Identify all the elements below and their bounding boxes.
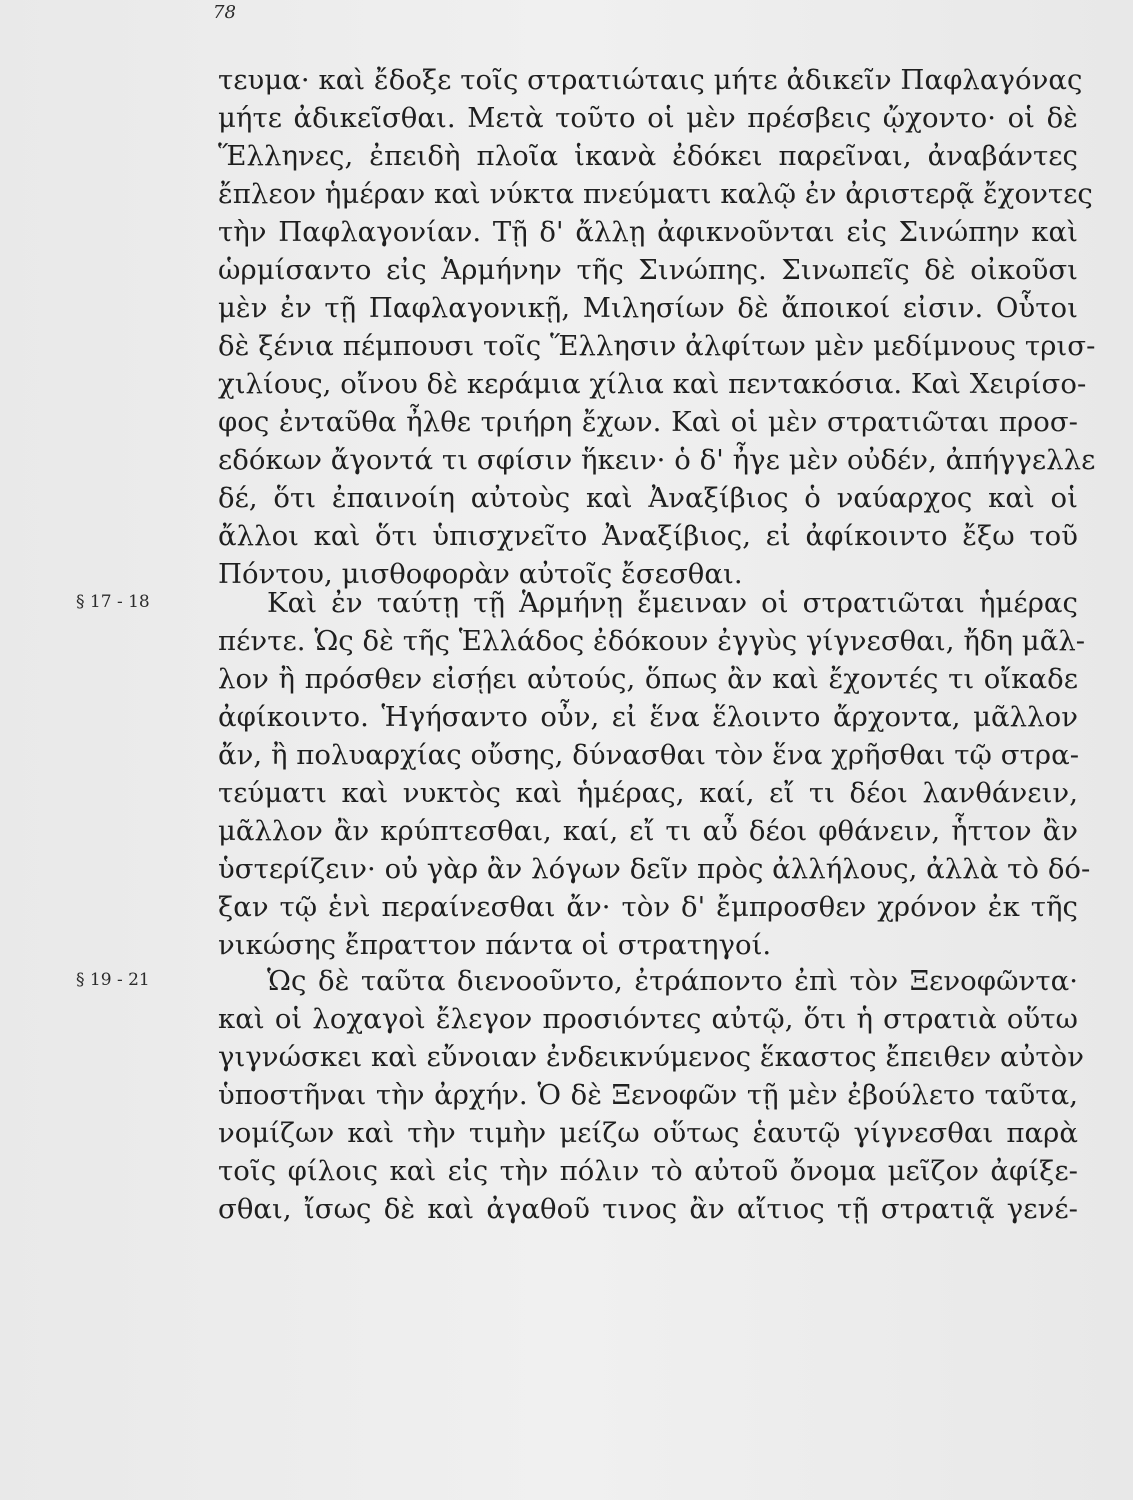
text-line: πέντε. Ὡς δὲ τῆς Ἑλλάδος ἐδόκουν ἐγγὺς γίγνεσθαι, ἤδη μᾶλ- <box>218 625 1086 657</box>
text-line: μήτε ἀδικεῖσθαι. Μετὰ τοῦτο οἱ μὲν πρέσβεις ᾤχοντο· οἱ δὲ <box>218 102 1078 134</box>
text-line: δὲ ξένια πέμπουσι τοῖς Ἕλλησιν ἀλφίτων μὲν μεδίμνους τρισ- <box>218 330 1096 362</box>
text-line: Ὡς δὲ ταῦτα διενοοῦντο, ἐτράποντο ἐπὶ τὸν Ξενοφῶντα· <box>267 965 1078 997</box>
text-line: ὑποστῆναι τὴν ἀρχήν. Ὁ δὲ Ξενοφῶν τῇ μὲν ἐβούλετο ταῦτα, <box>218 1079 1078 1111</box>
text-line: ἔπλεον ἡμέραν καὶ νύκτα πνεύματι καλῷ ἐν ἀριστερᾷ ἔχοντες <box>218 178 1093 210</box>
text-line: ἄν, ἢ πολυαρχίας οὔσης, δύνασθαι τὸν ἕνα χρῆσθαι τῷ στρα- <box>218 739 1080 771</box>
text-line: Καὶ ἐν ταύτῃ τῇ Ἁρμήνῃ ἔμειναν οἱ στρατιῶται ἡμέρας <box>267 587 1078 619</box>
text-line: ὡρμίσαντο εἰς Ἁρμήνην τῆς Σινώπης. Σινωπεῖς δὲ οἰκοῦσι <box>218 254 1078 286</box>
text-line: τευμα· καὶ ἔδοξε τοῖς στρατιώταις μήτε ἀδικεῖν Παφλαγόνας <box>218 64 1083 96</box>
text-line: Πόντου, μισθοφορὰν αὐτοῖς ἔσεσθαι. <box>218 558 743 590</box>
margin-section-ref: § 19 - 21 <box>76 970 150 990</box>
text-line: λον ἢ πρόσθεν εἰσῄει αὐτούς, ὅπως ἂν καὶ ἔχοντές τι οἴκαδε <box>218 663 1078 695</box>
text-line: ὑστερίζειν· οὐ γὰρ ἂν λόγων δεῖν πρὸς ἀλλήλους, ἀλλὰ τὸ δό- <box>218 853 1091 885</box>
text-line: φος ἐνταῦθα ἦλθε τριήρη ἔχων. Καὶ οἱ μὲν στρατιῶται προσ- <box>218 406 1078 438</box>
text-line: τεύματι καὶ νυκτὸς καὶ ἡμέρας, καί, εἴ τι δέοι λανθάνειν, <box>218 777 1078 809</box>
text-line: χιλίους, οἴνου δὲ κεράμια χίλια καὶ πεντακόσια. Καὶ Χειρίσο- <box>218 368 1087 400</box>
text-line: Ἕλληνες, ἐπειδὴ πλοῖα ἱκανὰ ἐδόκει παρεῖναι, ἀναβάντες <box>218 140 1078 172</box>
text-line: τοῖς φίλοις καὶ εἰς τὴν πόλιν τὸ αὐτοῦ ὄνομα μεῖζον ἀφίξε- <box>218 1155 1078 1187</box>
text-line: εδόκων ἄγοντά τι σφίσιν ἥκειν· ὁ δ' ἦγε μὲν οὐδέν, ἀπήγγελλε <box>218 444 1096 476</box>
text-line: νικώσης ἔπραττον πάντα οἱ στρατηγοί. <box>218 929 772 961</box>
text-line: ἄλλοι καὶ ὅτι ὑπισχνεῖτο Ἀναξίβιος, εἰ ἀφίκοιντο ἔξω τοῦ <box>218 520 1078 552</box>
text-line: δέ, ὅτι ἐπαινοίη αὐτοὺς καὶ Ἀναξίβιος ὁ ναύαρχος καὶ οἱ <box>218 482 1078 514</box>
text-line: νομίζων καὶ τὴν τιμὴν μείζω οὕτως ἑαυτῷ γίγνεσθαι παρὰ <box>218 1117 1078 1149</box>
page-number: 78 <box>213 2 236 23</box>
text-line: σθαι, ἴσως δὲ καὶ ἀγαθοῦ τινος ἂν αἴτιος τῇ στρατιᾷ γενέ- <box>218 1193 1078 1225</box>
margin-section-ref: § 17 - 18 <box>76 592 150 612</box>
text-line: ξαν τῷ ἑνὶ περαίνεσθαι ἄν· τὸν δ' ἔμπροσθεν χρόνον ἐκ τῆς <box>218 891 1078 923</box>
text-line: μᾶλλον ἂν κρύπτεσθαι, καί, εἴ τι αὖ δέοι φθάνειν, ἧττον ἂν <box>218 815 1078 847</box>
text-line: ἀφίκοιντο. Ἡγήσαντο οὖν, εἰ ἕνα ἕλοιντο ἄρχοντα, μᾶλλον <box>218 701 1078 733</box>
text-line: γιγνώσκει καὶ εὔνοιαν ἐνδεικνύμενος ἕκαστος ἔπειθεν αὐτὸν <box>218 1041 1085 1073</box>
text-line: καὶ οἱ λοχαγοὶ ἔλεγον προσιόντες αὐτῷ, ὅτι ἡ στρατιὰ οὕτω <box>218 1003 1078 1035</box>
text-line: μὲν ἐν τῇ Παφλαγονικῇ, Μιλησίων δὲ ἄποικοί εἰσιν. Οὗτοι <box>218 292 1078 324</box>
text-line: τὴν Παφλαγονίαν. Τῇ δ' ἄλλῃ ἀφικνοῦνται εἰς Σινώπην καὶ <box>218 216 1078 248</box>
